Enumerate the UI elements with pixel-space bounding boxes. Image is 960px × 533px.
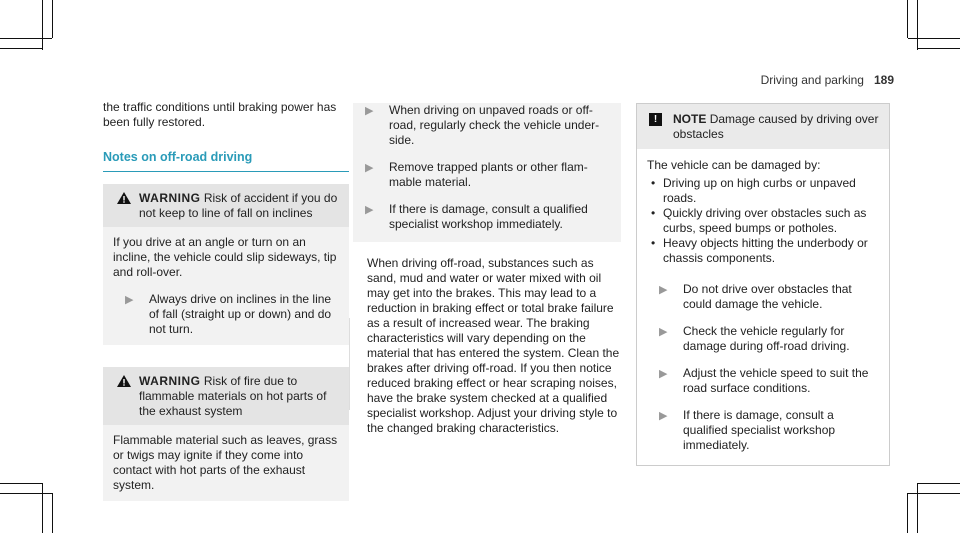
list-item: • Driving up on high curbs or unpaved roads. bbox=[647, 176, 879, 206]
list-item: • Heavy objects hitting the underbody or chassis components. bbox=[647, 236, 879, 266]
note-heading: Damage caused by driving over obstacles bbox=[673, 112, 879, 141]
warning-header bbox=[103, 367, 349, 425]
warning-box-1 bbox=[103, 184, 349, 345]
arrow-icon: ▶ bbox=[125, 294, 134, 306]
arrow-icon: ▶ bbox=[659, 326, 668, 338]
arrow-icon: ▶ bbox=[659, 410, 668, 422]
instruction-step bbox=[353, 202, 611, 232]
crop-mark bbox=[0, 48, 42, 49]
warning-body bbox=[103, 227, 349, 345]
instruction-step bbox=[647, 408, 879, 453]
warning-text: Flammable material such as leaves, grass or twigs may ignite if they come into contact with hot parts of the exhaust system. bbox=[113, 433, 338, 492]
list-item: • Quickly driving over obstacles such as curbs, speed bumps or potholes. bbox=[647, 206, 879, 236]
page-number: 189 bbox=[873, 73, 894, 87]
body-paragraph: When driving off-road, substances such as sand, mud and water or water mixed with oil may get into the brakes. This may lead to a reduction in braking effect or total brake failure as a result of increased wear. The braking characteristics will vary depending on the material that has entered the system. Clean the brakes after driving off-road. If you then notice reduced braking effect or hear scraping noises, have the brake system checked at a qualified specialist workshop. Adjust your driving style to the changed braking characteristics. bbox=[367, 256, 620, 435]
arrow-icon: ▶ bbox=[659, 368, 668, 380]
step-text: If there is damage, consult a qualified specialist workshop immediately. bbox=[389, 202, 588, 231]
warning-text: If you drive at an angle or turn on an incline, the vehicle could slip sideways, tip and roll-over. bbox=[113, 235, 337, 279]
warning-body bbox=[103, 425, 349, 501]
crop-mark bbox=[908, 493, 960, 494]
warning-triangle-icon bbox=[117, 375, 131, 391]
note-intro: The vehicle can be damaged by: bbox=[647, 158, 821, 172]
column-divider bbox=[349, 318, 350, 410]
step-text: When driving on unpaved roads or off-road, regularly check the vehicle under-side. bbox=[389, 103, 600, 147]
step-text: Do not drive over obstacles that could damage the vehicle. bbox=[683, 282, 852, 311]
note-box bbox=[636, 103, 890, 466]
crop-mark bbox=[52, 493, 53, 533]
step-text: If there is damage, consult a qualified specialist workshop immediately. bbox=[683, 408, 836, 452]
crop-mark bbox=[0, 38, 52, 39]
warning-header bbox=[103, 184, 349, 227]
crop-mark bbox=[907, 0, 908, 38]
instruction-step bbox=[647, 366, 879, 396]
step-text: Adjust the vehicle speed to suit the road surface conditions. bbox=[683, 366, 869, 395]
warning-box-2 bbox=[103, 367, 349, 501]
crop-mark bbox=[42, 483, 43, 533]
page-header bbox=[761, 73, 894, 87]
instruction-step bbox=[353, 103, 611, 148]
section-name: Driving and parking bbox=[760, 73, 864, 87]
arrow-icon: ▶ bbox=[365, 105, 374, 117]
step-text: Check the vehicle regularly for damage during off-road driving. bbox=[683, 324, 850, 353]
crop-mark bbox=[908, 38, 960, 39]
column-3 bbox=[636, 103, 890, 466]
crop-mark bbox=[0, 483, 42, 484]
crop-mark bbox=[918, 483, 960, 484]
note-label: NOTE bbox=[673, 112, 707, 126]
step-text: Always drive on inclines in the line of fall (straight up or down) and do not turn. bbox=[149, 292, 332, 336]
warning-label: WARNING bbox=[139, 191, 201, 205]
warning-heading: Risk of accident if you do not keep to line of fall on inclines bbox=[139, 191, 338, 220]
instruction-step bbox=[113, 292, 339, 337]
step-continuation-box bbox=[353, 103, 621, 242]
column-2 bbox=[353, 103, 621, 436]
crop-mark bbox=[52, 0, 53, 38]
instruction-step bbox=[353, 160, 611, 190]
note-body bbox=[637, 149, 889, 465]
crop-mark bbox=[917, 0, 918, 50]
arrow-icon: ▶ bbox=[365, 204, 374, 216]
arrow-icon: ▶ bbox=[659, 284, 668, 296]
warning-heading: Risk of fire due to flammable materials on hot parts of the exhaust system bbox=[139, 374, 327, 418]
warning-label: WARNING bbox=[139, 374, 201, 388]
warning-triangle-icon bbox=[117, 192, 131, 208]
instruction-step bbox=[647, 324, 879, 354]
intro-text: the traffic conditions until braking power has been fully restored. bbox=[103, 100, 337, 129]
column-1 bbox=[103, 100, 349, 501]
note-header bbox=[637, 104, 889, 149]
crop-mark bbox=[917, 483, 918, 533]
exclamation-icon: ! bbox=[649, 113, 662, 126]
crop-mark bbox=[0, 493, 52, 494]
arrow-icon: ▶ bbox=[365, 162, 374, 174]
bullet-list bbox=[647, 176, 879, 266]
crop-mark bbox=[42, 0, 43, 50]
instruction-step bbox=[647, 282, 879, 312]
step-text: Remove trapped plants or other flam-mable material. bbox=[389, 160, 588, 189]
crop-mark bbox=[907, 493, 908, 533]
crop-mark bbox=[918, 48, 960, 49]
section-title: Notes on off-road driving bbox=[103, 150, 349, 172]
